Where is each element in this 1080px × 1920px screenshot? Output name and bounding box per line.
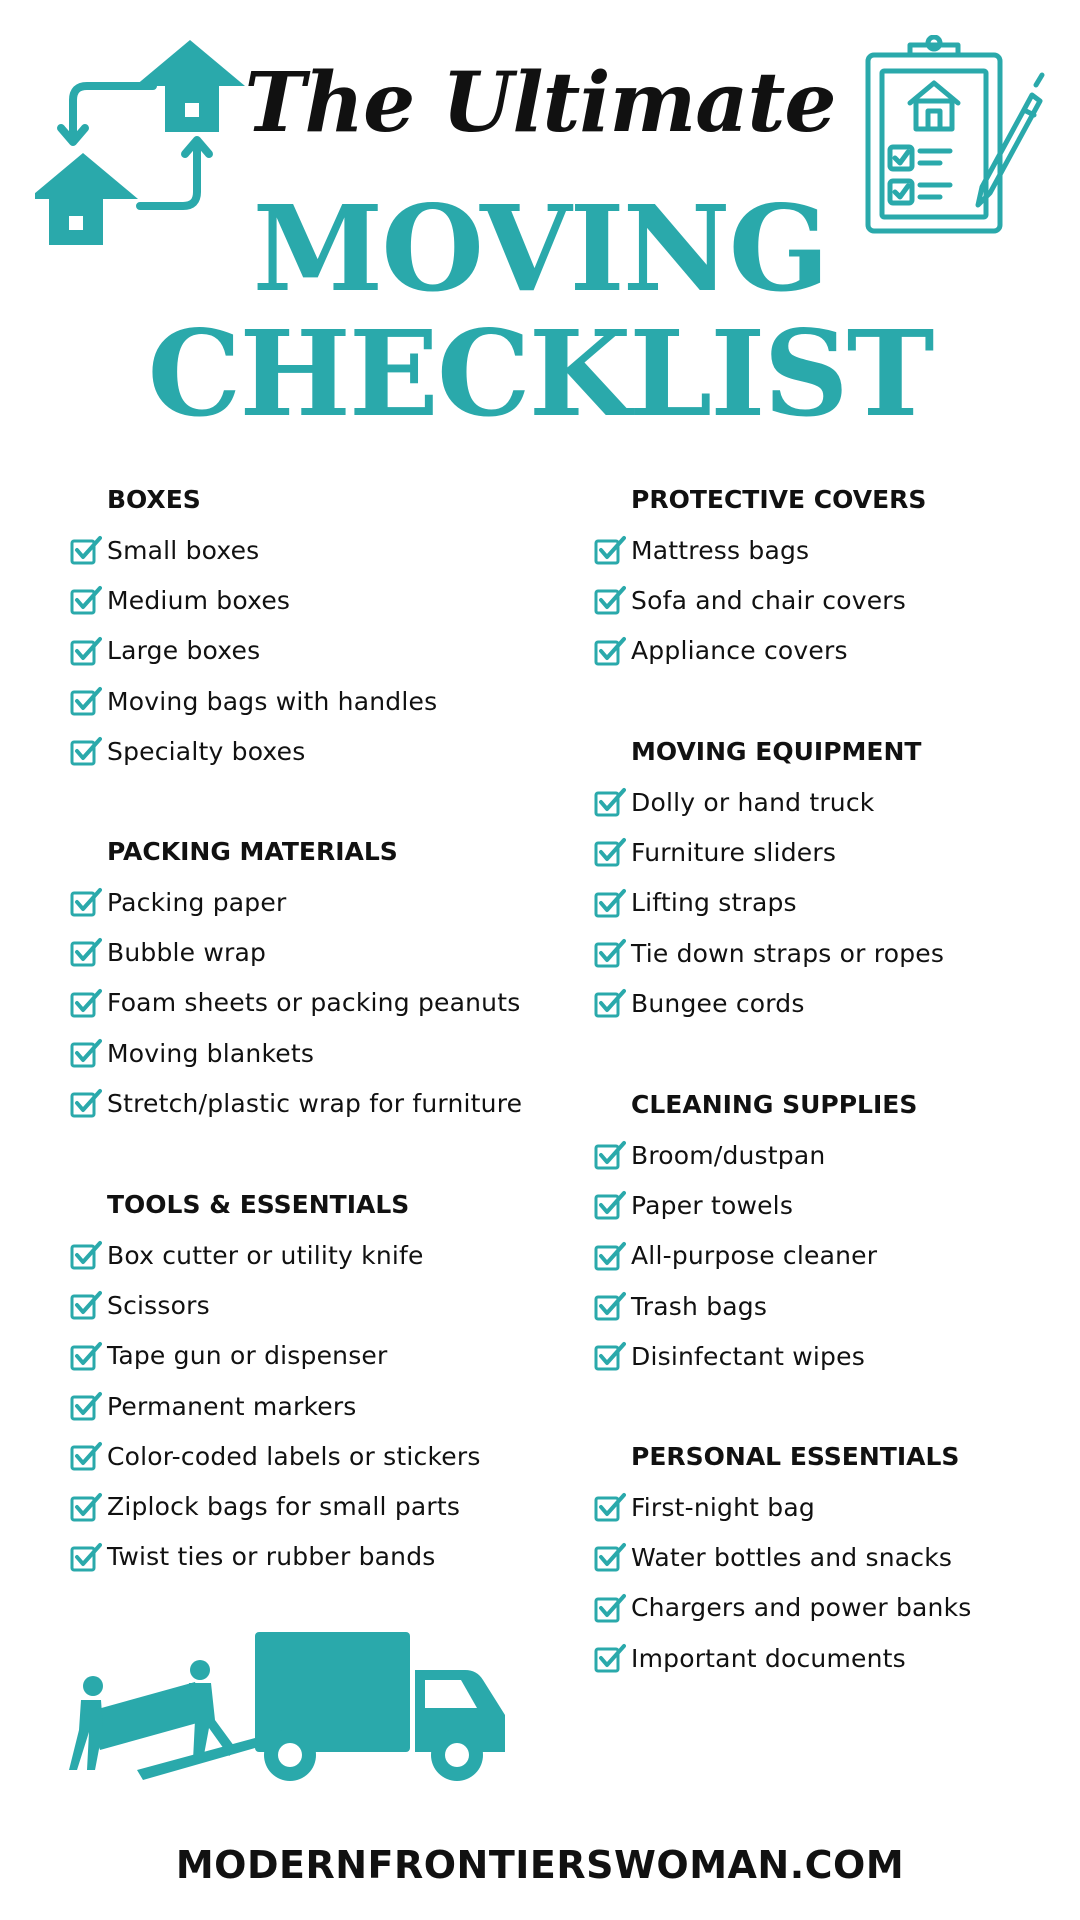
section-title: TOOLS & ESSENTIALS xyxy=(107,1190,410,1219)
checklist xyxy=(70,1230,481,1582)
checklist-item xyxy=(594,1583,972,1633)
checklist-item xyxy=(594,1633,972,1683)
section-title: MOVING EQUIPMENT xyxy=(631,737,922,766)
checklist-item xyxy=(594,1180,917,1230)
section-title: PROTECTIVE COVERS xyxy=(631,485,927,514)
checkbox-checked-icon xyxy=(594,1541,626,1573)
item-label: Box cutter or utility knife xyxy=(107,1240,424,1270)
checkbox-checked-icon xyxy=(594,1340,626,1372)
main-title-line2: CHECKLIST xyxy=(147,304,933,443)
item-label: Disinfectant wipes xyxy=(631,1341,865,1371)
item-label: Bubble wrap xyxy=(107,937,267,967)
item-label: First-night bag xyxy=(631,1492,815,1522)
checkbox-checked-icon xyxy=(70,1037,102,1069)
checklist-item xyxy=(594,525,926,575)
script-title: The Ultimate xyxy=(244,55,836,151)
checkbox-checked-icon xyxy=(594,987,626,1019)
checklist-item xyxy=(594,626,926,676)
item-label: Tape gun or dispenser xyxy=(107,1341,388,1371)
moving-truck-icon xyxy=(65,1620,515,1790)
item-label: Important documents xyxy=(631,1643,906,1673)
checkbox-checked-icon xyxy=(70,1087,102,1119)
checklist-item xyxy=(70,1280,481,1330)
item-label: Moving bags with handles xyxy=(107,686,438,716)
checkbox-checked-icon xyxy=(594,937,626,969)
checklist-item xyxy=(70,626,437,676)
checkbox-checked-icon xyxy=(594,534,626,566)
item-label: Color-coded labels or stickers xyxy=(107,1441,481,1471)
checkbox-checked-icon xyxy=(594,1592,626,1624)
checklist-item xyxy=(70,1028,522,1078)
checkbox-checked-icon xyxy=(594,836,626,868)
item-label: Packing paper xyxy=(107,887,287,917)
checklist-item xyxy=(594,978,944,1028)
checklist xyxy=(594,1482,972,1683)
checkbox-checked-icon xyxy=(70,1239,102,1271)
checkbox-checked-icon xyxy=(70,886,102,918)
checklist-item xyxy=(594,1331,917,1381)
item-label: Broom/dustpan xyxy=(631,1140,826,1170)
checkbox-checked-icon xyxy=(594,1642,626,1674)
checklist-item xyxy=(70,525,437,575)
checklist-item xyxy=(70,1431,481,1481)
checklist-item xyxy=(70,927,522,977)
checklist-item xyxy=(594,1231,917,1281)
checklist-item xyxy=(70,978,522,1028)
checkbox-checked-icon xyxy=(70,1491,102,1523)
checkbox-checked-icon xyxy=(70,735,102,767)
checklist-item xyxy=(70,1532,481,1582)
checkbox-checked-icon xyxy=(594,635,626,667)
section-title: PACKING MATERIALS xyxy=(107,837,398,866)
section-boxes xyxy=(70,475,437,776)
checklist-item xyxy=(594,1130,917,1180)
checklist-item xyxy=(70,1481,481,1531)
item-label: Moving blankets xyxy=(107,1038,315,1068)
section-title: BOXES xyxy=(107,485,201,514)
checklist-item xyxy=(594,928,944,978)
checkbox-checked-icon xyxy=(594,1240,626,1272)
checkbox-checked-icon xyxy=(70,1289,102,1321)
checkbox-checked-icon xyxy=(594,584,626,616)
checklist-item xyxy=(70,1331,481,1381)
item-label: Paper towels xyxy=(631,1190,794,1220)
item-label: Medium boxes xyxy=(107,585,291,615)
checkbox-checked-icon xyxy=(70,635,102,667)
checklist-item xyxy=(594,1532,972,1582)
checklist-item xyxy=(594,827,944,877)
item-label: Small boxes xyxy=(107,535,260,565)
checklist-item xyxy=(70,726,437,776)
section-cleaning-supplies xyxy=(594,1080,917,1381)
checklist-item xyxy=(70,1078,522,1128)
checklist-item xyxy=(594,575,926,625)
item-label: Water bottles and snacks xyxy=(631,1542,953,1572)
section-personal-essentials xyxy=(594,1432,972,1683)
checklist-item xyxy=(70,1230,481,1280)
item-label: Tie down straps or ropes xyxy=(631,938,945,968)
checklist-item xyxy=(594,777,944,827)
checklist xyxy=(70,525,437,776)
checkbox-checked-icon xyxy=(594,786,626,818)
checkbox-checked-icon xyxy=(70,1390,102,1422)
checkbox-checked-icon xyxy=(70,584,102,616)
section-title: PERSONAL ESSENTIALS xyxy=(631,1442,960,1471)
checkbox-checked-icon xyxy=(70,685,102,717)
item-label: Sofa and chair covers xyxy=(631,585,907,615)
item-label: Scissors xyxy=(107,1290,210,1320)
checklist-item xyxy=(70,575,437,625)
checkbox-checked-icon xyxy=(70,987,102,1019)
checklist xyxy=(594,1130,917,1381)
item-label: Dolly or hand truck xyxy=(631,787,875,817)
checklist-item xyxy=(70,877,522,927)
item-label: Mattress bags xyxy=(631,535,810,565)
item-label: Permanent markers xyxy=(107,1391,357,1421)
item-label: Lifting straps xyxy=(631,888,797,918)
checklist-item xyxy=(594,1281,917,1331)
checkbox-checked-icon xyxy=(70,1541,102,1573)
item-label: Bungee cords xyxy=(631,988,805,1018)
item-label: Chargers and power banks xyxy=(631,1593,972,1623)
website-url: MODERNFRONTIERSWOMAN.COM xyxy=(175,1843,905,1887)
checkbox-checked-icon xyxy=(70,1340,102,1372)
checklist xyxy=(70,877,522,1128)
checkbox-checked-icon xyxy=(594,1139,626,1171)
checkbox-checked-icon xyxy=(594,1491,626,1523)
section-title: CLEANING SUPPLIES xyxy=(631,1090,918,1119)
item-label: Twist ties or rubber bands xyxy=(107,1542,436,1572)
checklist xyxy=(594,777,944,1028)
checkbox-checked-icon xyxy=(594,1290,626,1322)
item-label: Trash bags xyxy=(631,1291,768,1321)
item-label: Appliance covers xyxy=(631,636,848,666)
checklist-item xyxy=(70,676,437,726)
checkbox-checked-icon xyxy=(594,1189,626,1221)
checkbox-checked-icon xyxy=(70,936,102,968)
main-title-line1: MOVING xyxy=(252,179,828,318)
item-label: Furniture sliders xyxy=(631,837,837,867)
checkbox-checked-icon xyxy=(594,887,626,919)
checklist-item xyxy=(594,1482,972,1532)
section-packing-materials xyxy=(70,827,522,1128)
checklist-item xyxy=(594,878,944,928)
item-label: Specialty boxes xyxy=(107,736,306,766)
checkbox-checked-icon xyxy=(70,534,102,566)
section-protective-covers xyxy=(594,475,926,676)
checkbox-checked-icon xyxy=(70,1440,102,1472)
section-tools-essentials xyxy=(70,1180,481,1582)
item-label: Stretch/plastic wrap for furniture xyxy=(107,1088,523,1118)
section-moving-equipment xyxy=(594,727,944,1028)
checklist-item xyxy=(70,1381,481,1431)
item-label: Ziplock bags for small parts xyxy=(107,1492,461,1522)
item-label: Large boxes xyxy=(107,636,261,666)
item-label: All-purpose cleaner xyxy=(631,1241,878,1271)
item-label: Foam sheets or packing peanuts xyxy=(107,988,521,1018)
checklist xyxy=(594,525,926,676)
